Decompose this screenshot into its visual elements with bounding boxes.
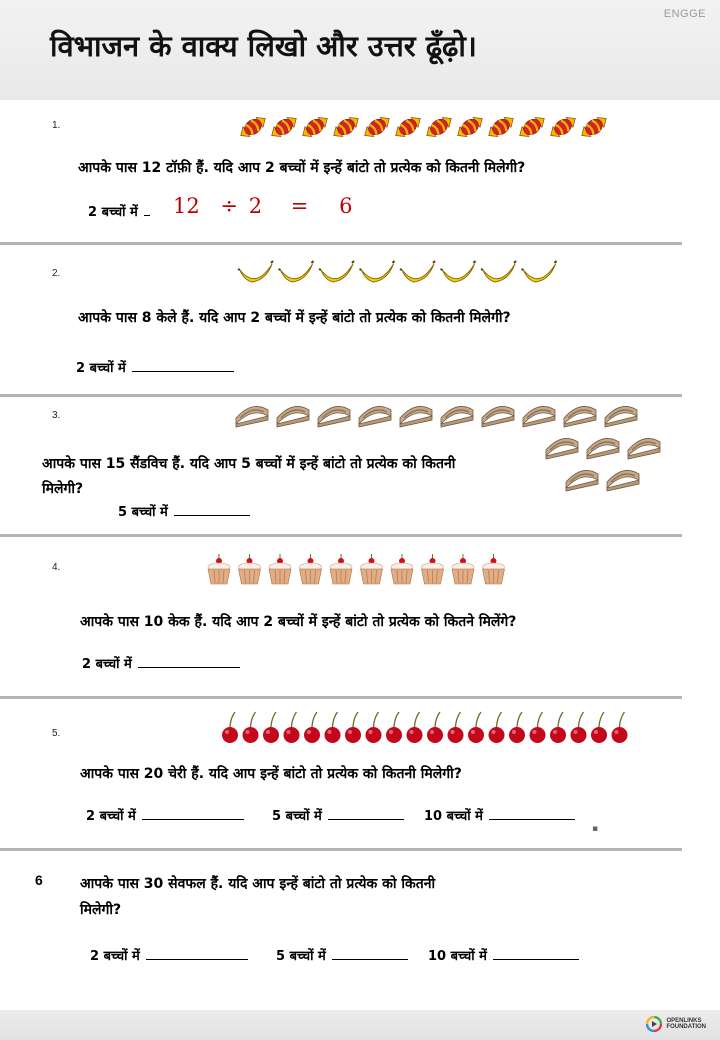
section-divider [0, 534, 682, 537]
cherry-icon [345, 712, 361, 743]
cherry-icon [222, 712, 238, 743]
candy-icon [361, 113, 394, 142]
candy-icon [516, 113, 549, 142]
sandwich-icon [523, 406, 555, 427]
answer-label: 10 बच्चों में [428, 949, 487, 964]
sandwich-row [232, 398, 642, 432]
question-text: आपके पास 12 टॉफ़ी हैं. यदि आप 2 बच्चों में इन्हें बांटो तो प्रत्येक को कितनी मिलेगी? [78, 160, 526, 176]
question-text: आपके पास 10 केक हैं. यदि आप 2 बच्चों में इन्हें बांटो तो प्रत्येक को कितने मिलेंगे? [80, 614, 517, 630]
openlinks-logo-icon [646, 1016, 662, 1032]
answer-line-3 [428, 946, 579, 964]
sandwich-icon [482, 406, 514, 427]
cherry-icon [489, 712, 505, 743]
answer-blank[interactable] [144, 203, 150, 216]
sandwich-icon [566, 470, 598, 491]
answer-line [88, 202, 150, 220]
cherry-icon [591, 712, 607, 743]
sandwich-icons [232, 398, 642, 428]
cherry-icon [448, 712, 464, 743]
candy-icon [547, 113, 580, 142]
answer-blank[interactable] [328, 807, 404, 820]
answer-blank[interactable] [138, 655, 240, 668]
sandwich-icon [277, 406, 309, 427]
answer-label: 2 बच्चों में [90, 949, 140, 964]
cherry-icon [571, 712, 587, 743]
sandwich-icon [318, 406, 350, 427]
answer-blank[interactable] [174, 503, 250, 516]
dividend: 12 [173, 194, 200, 218]
candy-icon [392, 113, 425, 142]
cherry-icon [468, 712, 484, 743]
candy-icon [454, 113, 487, 142]
answer-line [118, 502, 250, 520]
cherry-icon [366, 712, 382, 743]
cherry-icon [530, 712, 546, 743]
answer-label: 10 बच्चों में [424, 809, 483, 824]
cupcake-icon [422, 554, 444, 584]
candy-icon [237, 113, 270, 142]
openlinks-logo [646, 1016, 706, 1032]
question-number: 5. [52, 728, 61, 739]
banana-row [236, 258, 560, 296]
answer-label: 2 बच्चों में [86, 809, 136, 824]
logo-line2: FOUNDATION [666, 1024, 706, 1030]
page-header [0, 0, 720, 100]
equals-sign: = [290, 194, 309, 218]
answer-label: 5 बच्चों में [276, 949, 326, 964]
stray-mark: ▪ [592, 824, 599, 834]
cherry-icon [407, 712, 423, 743]
section-divider [0, 242, 682, 245]
answer-blank[interactable] [489, 807, 575, 820]
question-number: 4. [52, 562, 61, 573]
cupcake-icons [204, 552, 509, 588]
answer-line-2 [276, 946, 408, 964]
cherry-icon [284, 712, 300, 743]
question-number: 1. [52, 120, 61, 131]
cupcake-icon [483, 554, 505, 584]
answer-line-1 [86, 806, 244, 824]
sandwich-group-row1 [542, 430, 665, 464]
answer-line [76, 358, 234, 376]
answer-line-3 [424, 806, 575, 824]
sandwich-icons [562, 462, 644, 492]
candy-icon [330, 113, 363, 142]
answer-label: 2 बच्चों में [82, 657, 132, 672]
banana-icon [319, 261, 354, 282]
divisor: 2 [248, 194, 263, 218]
sandwich-icon [400, 406, 432, 427]
candy-icons [236, 110, 608, 144]
answer-line-2 [272, 806, 404, 824]
answer-blank[interactable] [146, 947, 248, 960]
candy-row [236, 110, 608, 148]
divide-sign: ÷ [220, 194, 239, 218]
answer-label: 5 बच्चों में [272, 809, 322, 824]
question-number: 6 [35, 872, 43, 888]
sandwich-icon [546, 438, 578, 459]
logo-line1: OPENLINKS [666, 1018, 702, 1024]
banana-icon [522, 261, 557, 282]
cherry-icon [304, 712, 320, 743]
question-text-line1: आपके पास 30 सेवफल हैं. यदि आप इन्हें बांटो तो प्रत्येक को कितनी [80, 876, 436, 892]
banana-icon [441, 261, 476, 282]
sandwich-icon [628, 438, 660, 459]
sandwich-icon [441, 406, 473, 427]
question-text-line2: मिलेगी? [42, 481, 84, 497]
cherry-icon [550, 712, 566, 743]
candy-icon [485, 113, 518, 142]
cupcake-icon [208, 554, 230, 584]
question-text: आपके पास 8 केले हैं. यदि आप 2 बच्चों में इन्हें बांटो तो प्रत्येक को कितनी मिलेगी? [78, 310, 511, 326]
answer-blank[interactable] [132, 359, 234, 372]
sandwich-icon [605, 406, 637, 427]
cherry-row [220, 710, 630, 748]
worked-equation [173, 194, 352, 218]
question-text: आपके पास 20 चेरी हैं. यदि आप इन्हें बांटो तो प्रत्येक को कितनी मिलेगी? [80, 766, 462, 782]
answer-label: 2 बच्चों में [76, 361, 126, 376]
answer-label: 2 बच्चों में [88, 205, 138, 220]
cherry-icon [612, 712, 628, 743]
answer-line-1 [90, 946, 248, 964]
candy-icon [423, 113, 456, 142]
cherry-icon [386, 712, 402, 743]
banana-icon [400, 261, 435, 282]
candy-icon [299, 113, 332, 142]
cupcake-icon [269, 554, 291, 584]
page-title: विभाजन के वाक्य लिखो और उत्तर ढूँढ़ो। [50, 29, 477, 63]
answer-blank[interactable] [493, 947, 579, 960]
section-divider [0, 394, 682, 397]
candy-icon [578, 113, 608, 142]
candy-icon [268, 113, 301, 142]
answer-blank[interactable] [332, 947, 408, 960]
answer-blank[interactable] [142, 807, 244, 820]
page-footer [0, 1010, 720, 1040]
banana-icons [236, 258, 560, 292]
banana-icon [238, 261, 273, 282]
sandwich-group-row2 [562, 462, 644, 496]
cupcake-icon [330, 554, 352, 584]
section-divider [0, 848, 682, 851]
banana-icon [279, 261, 314, 282]
cherry-icons [220, 710, 630, 744]
cherry-icon [325, 712, 341, 743]
cherry-icon [427, 712, 443, 743]
answer-label: 5 बच्चों में [118, 505, 168, 520]
sandwich-icon [564, 406, 596, 427]
sandwich-icons [542, 430, 665, 460]
banana-icon [481, 261, 516, 282]
brand-label: ENGGE [663, 8, 706, 20]
answer-line [82, 654, 240, 672]
result: 6 [339, 194, 353, 218]
cupcake-icon [361, 554, 383, 584]
banana-icon [360, 261, 395, 282]
cupcake-icon [300, 554, 322, 584]
cupcake-icon [452, 554, 474, 584]
section-divider [0, 696, 682, 699]
cupcake-icon [391, 554, 413, 584]
question-number: 2. [52, 268, 61, 279]
cupcake-icon [239, 554, 261, 584]
sandwich-icon [236, 406, 268, 427]
sandwich-icon [587, 438, 619, 459]
cherry-icon [243, 712, 259, 743]
question-number: 3. [52, 410, 61, 421]
cherry-icon [263, 712, 279, 743]
cupcake-row [204, 552, 509, 592]
sandwich-icon [359, 406, 391, 427]
sandwich-icon [607, 470, 639, 491]
question-text-line2: मिलेगी? [80, 902, 122, 918]
question-text-line1: आपके पास 15 सैंडविच हैं. यदि आप 5 बच्चों में इन्हें बांटो तो प्रत्येक को कितनी [42, 456, 456, 472]
cherry-icon [509, 712, 525, 743]
